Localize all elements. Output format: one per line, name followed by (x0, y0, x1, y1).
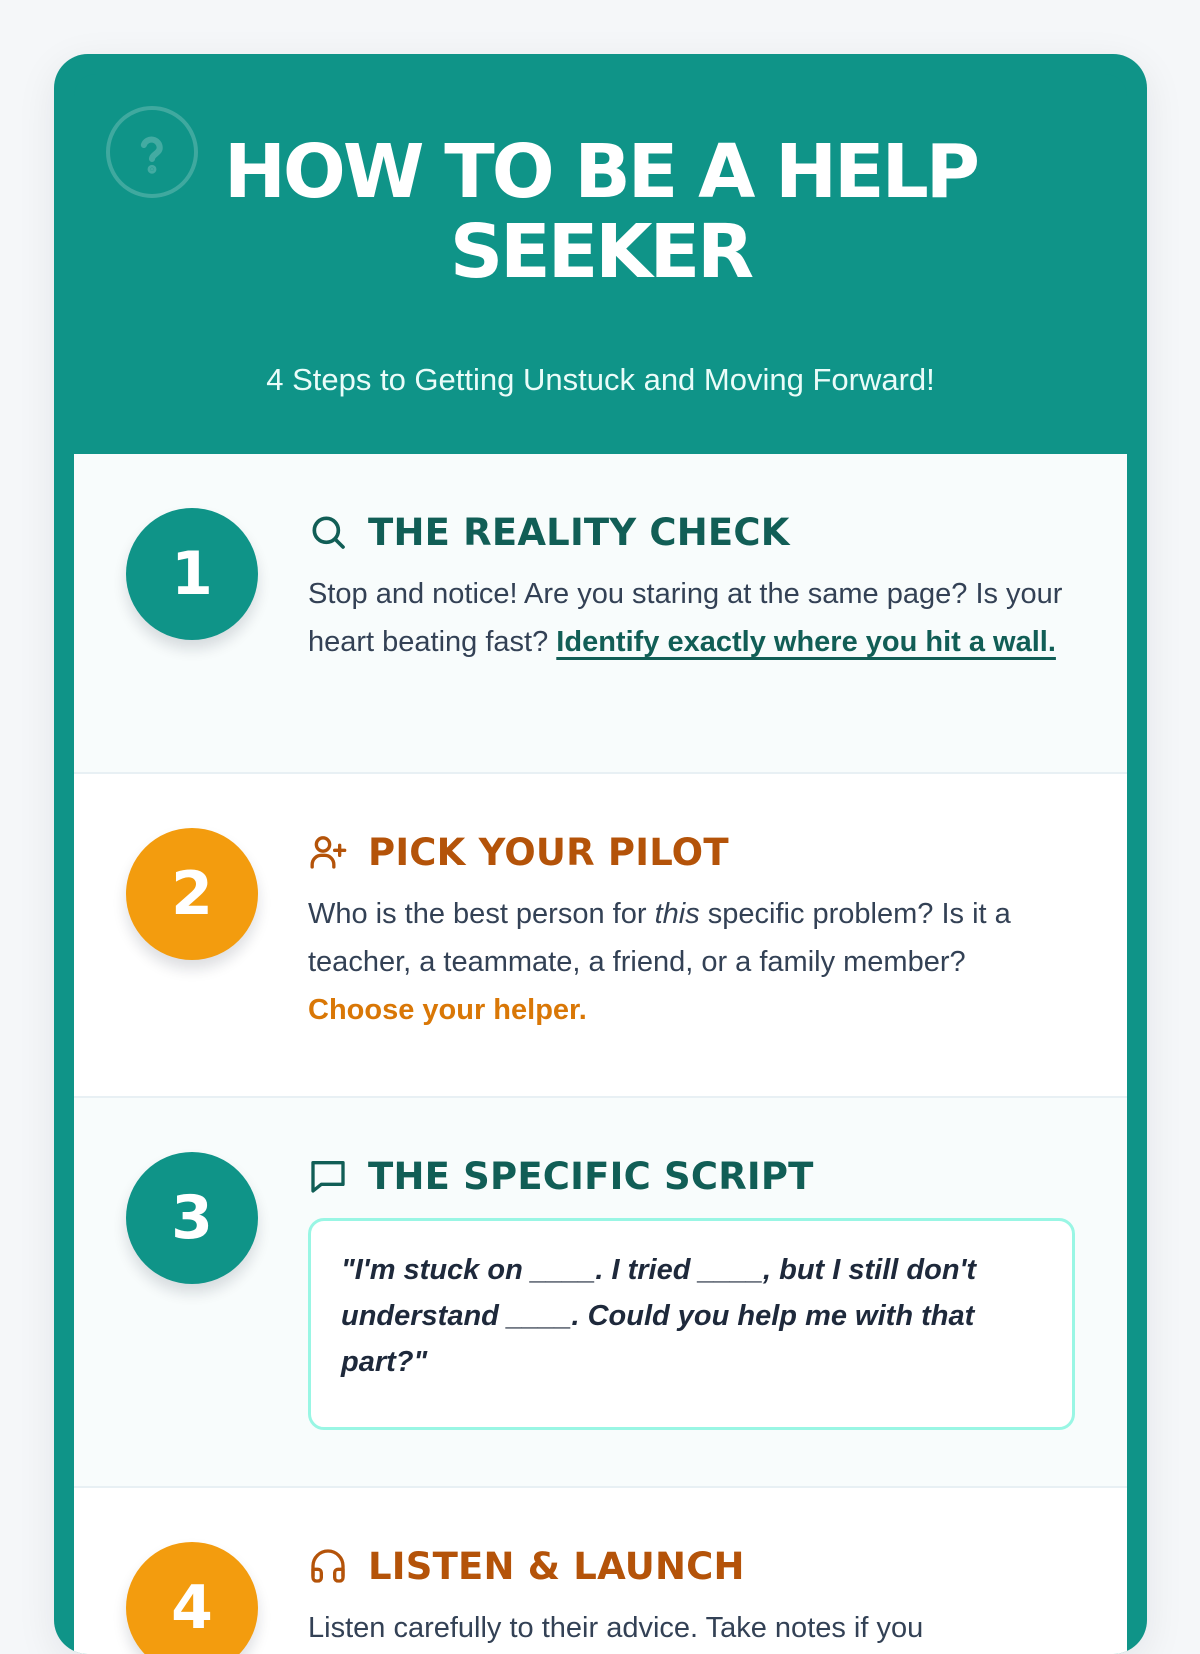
script-box (308, 1218, 1075, 1430)
page-subtitle: 4 Steps to Getting Unstuck and Moving Forward! (266, 362, 935, 397)
step-body-text-rest: specific problem? Is it a teacher, a teammate, a friend, or a family member? (308, 898, 1011, 978)
speech-bubble-icon (308, 1156, 348, 1196)
step-title: THE SPECIFIC SCRIPT (368, 1154, 814, 1198)
step-number-badge: 1 (126, 508, 258, 640)
step-heading (308, 1538, 1077, 1594)
step-number-badge: 2 (126, 828, 258, 960)
step-title: LISTEN & LAUNCH (368, 1544, 745, 1588)
script-text: "I'm stuck on ____. I tried ____, but I still don't understand ____. Could you help me with that part?" (341, 1254, 977, 1378)
step-4 (74, 1486, 1127, 1654)
step-description (308, 890, 1077, 1034)
step-heading (308, 824, 1077, 880)
headphones-icon (308, 1546, 348, 1586)
step-highlight: Identify exactly where you hit a wall. (556, 626, 1056, 658)
card-inner (74, 74, 1127, 1654)
user-plus-icon (308, 832, 348, 872)
step-heading (308, 1148, 1077, 1204)
step-description (308, 570, 1077, 666)
step-body-text: Listen carefully to their advice. Take notes if you (308, 1612, 924, 1644)
step-highlight: Choose your helper. (308, 994, 587, 1026)
step-title: THE REALITY CHECK (368, 510, 790, 554)
step-body-text: Stop and notice! Are you staring at the same page? Is your heart beating fast? (308, 578, 1063, 658)
header-banner (74, 74, 1127, 454)
help-seeker-card (54, 54, 1147, 1654)
step-emphasis: this (654, 898, 700, 930)
step-3 (74, 1096, 1127, 1486)
step-number-badge: 4 (126, 1542, 258, 1654)
page-title: HOW TO BE A HELP SEEKER (224, 129, 977, 295)
step-1 (74, 454, 1127, 772)
step-title: PICK YOUR PILOT (368, 830, 729, 874)
step-heading (308, 504, 1077, 560)
step-2 (74, 772, 1127, 1096)
step-description (308, 1604, 1077, 1652)
step-number-badge: 3 (126, 1152, 258, 1284)
search-icon (308, 512, 348, 552)
step-body-text: Who is the best person for (308, 898, 655, 930)
